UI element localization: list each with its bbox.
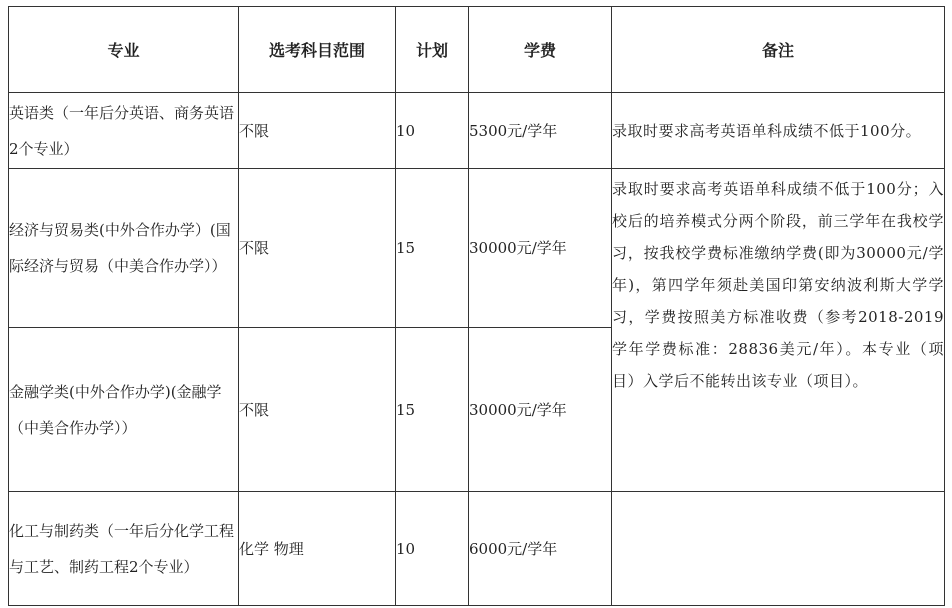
cell-plan: 15 — [396, 169, 469, 328]
header-row — [9, 7, 945, 93]
cell-tuition: 6000元/学年 — [469, 492, 612, 606]
cell-major: 金融学类(中外合作办学)(金融学（中美合作办学）） — [9, 328, 239, 492]
cell-notes: 录取时要求高考英语单科成绩不低于100分。 — [612, 93, 945, 169]
cell-subjects: 不限 — [239, 328, 396, 492]
cell-major: 英语类（一年后分英语、商务英语2个专业） — [9, 93, 239, 169]
header-notes: 备注 — [612, 7, 945, 93]
cell-plan: 10 — [396, 492, 469, 606]
header-plan: 计划 — [396, 7, 469, 93]
cell-notes — [612, 492, 945, 606]
enrollment-table — [8, 6, 945, 606]
cell-plan: 15 — [396, 328, 469, 492]
header-tuition: 学费 — [469, 7, 612, 93]
header-subjects: 选考科目范围 — [239, 7, 396, 93]
cell-major: 经济与贸易类(中外合作办学）(国际经济与贸易（中美合作办学）） — [9, 169, 239, 328]
table-row — [9, 492, 945, 606]
cell-tuition: 5300元/学年 — [469, 93, 612, 169]
header-major: 专业 — [9, 7, 239, 93]
cell-tuition: 30000元/学年 — [469, 169, 612, 328]
cell-major: 化工与制药类（一年后分化学工程与工艺、制药工程2个专业） — [9, 492, 239, 606]
cell-subjects: 不限 — [239, 169, 396, 328]
table-row — [9, 93, 945, 169]
table-row — [9, 169, 945, 328]
cell-subjects: 不限 — [239, 93, 396, 169]
cell-notes: 录取时要求高考英语单科成绩不低于100分；入校后的培养模式分两个阶段，前三学年在我校学习，按我校学费标准缴纳学费(即为30000元/学年)，第四学年须赴美国印第安纳波利斯大学学习，学费按照美方标准收费（参考2018-2019学年学费标准：28836美元/年）。本专业（项目）入学后不能转出该专业（项目）。 — [612, 169, 945, 492]
cell-subjects: 化学 物理 — [239, 492, 396, 606]
cell-plan: 10 — [396, 93, 469, 169]
cell-tuition: 30000元/学年 — [469, 328, 612, 492]
